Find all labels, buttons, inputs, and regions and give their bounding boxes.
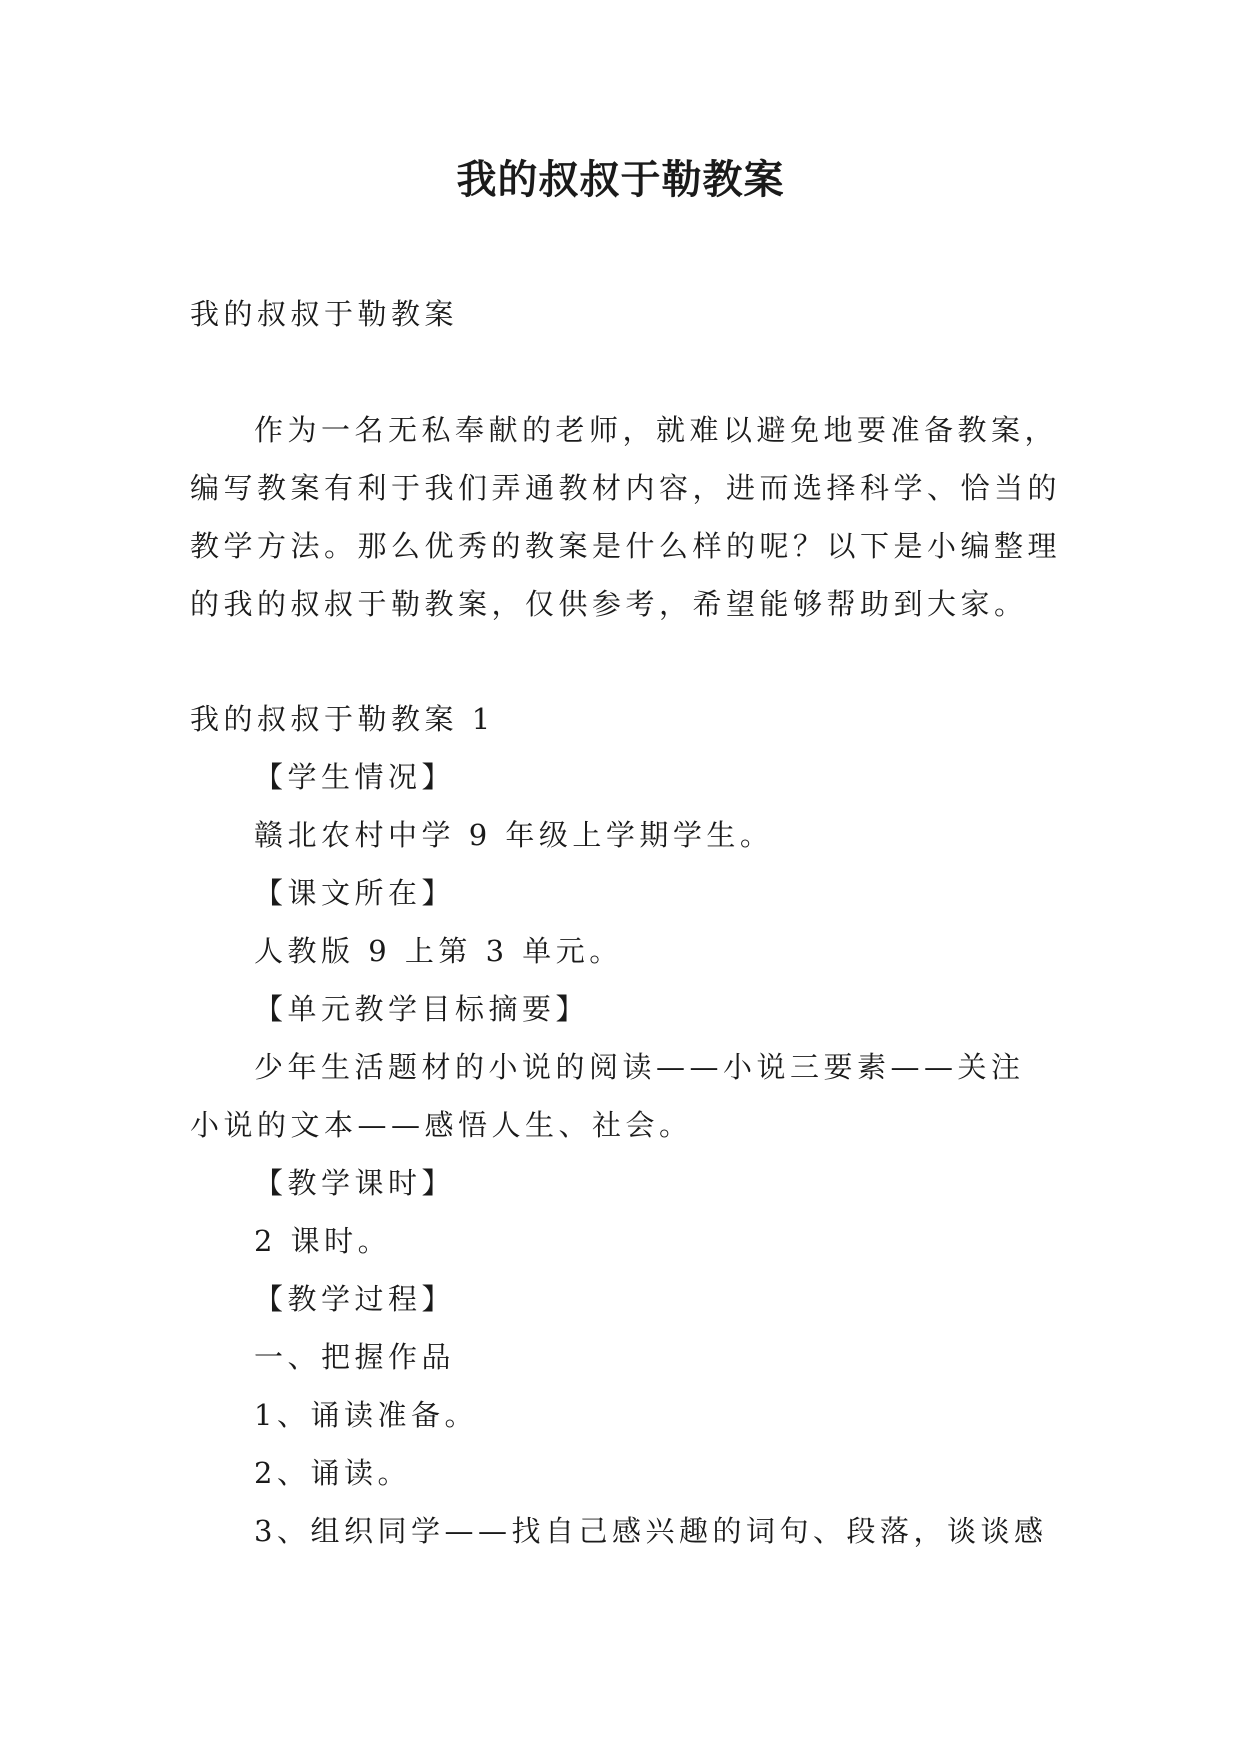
intro-line: 编写教案有利于我们弄通教材内容，进而选择科学、恰当的 bbox=[190, 471, 1062, 505]
body-line: 【教学课时】 bbox=[254, 1166, 456, 1200]
body-line: 2、诵读。 bbox=[254, 1456, 411, 1490]
body-line: 【教学过程】 bbox=[254, 1282, 456, 1316]
intro-line: 的我的叔叔于勒教案，仅供参考，希望能够帮助到大家。 bbox=[190, 587, 1028, 621]
body-line: 【学生情况】 bbox=[254, 760, 456, 794]
body-line: 3、组织同学——找自己感兴趣的词句、段落，谈谈感 bbox=[254, 1514, 1048, 1548]
body-line: 2 课时。 bbox=[254, 1224, 392, 1258]
document-title: 我的叔叔于勒教案 bbox=[456, 156, 785, 203]
body-line: 1、诵读准备。 bbox=[254, 1398, 478, 1432]
section-heading: 我的叔叔于勒教案 1 bbox=[190, 702, 495, 736]
body-line: 【单元教学目标摘要】 bbox=[254, 992, 590, 1026]
body-line: 赣北农村中学 9 年级上学期学生。 bbox=[254, 818, 774, 852]
document-subtitle: 我的叔叔于勒教案 bbox=[190, 297, 459, 331]
intro-line: 作为一名无私奉献的老师，就难以避免地要准备教案， bbox=[254, 413, 1059, 447]
body-line: 一、把握作品 bbox=[254, 1340, 456, 1374]
body-line: 【课文所在】 bbox=[254, 876, 456, 910]
body-line: 小说的文本——感悟人生、社会。 bbox=[190, 1108, 693, 1142]
intro-line: 教学方法。那么优秀的教案是什么样的呢？以下是小编整理 bbox=[190, 529, 1062, 563]
body-line: 人教版 9 上第 3 单元。 bbox=[254, 934, 623, 968]
body-line: 少年生活题材的小说的阅读——小说三要素——关注 bbox=[254, 1050, 1025, 1084]
